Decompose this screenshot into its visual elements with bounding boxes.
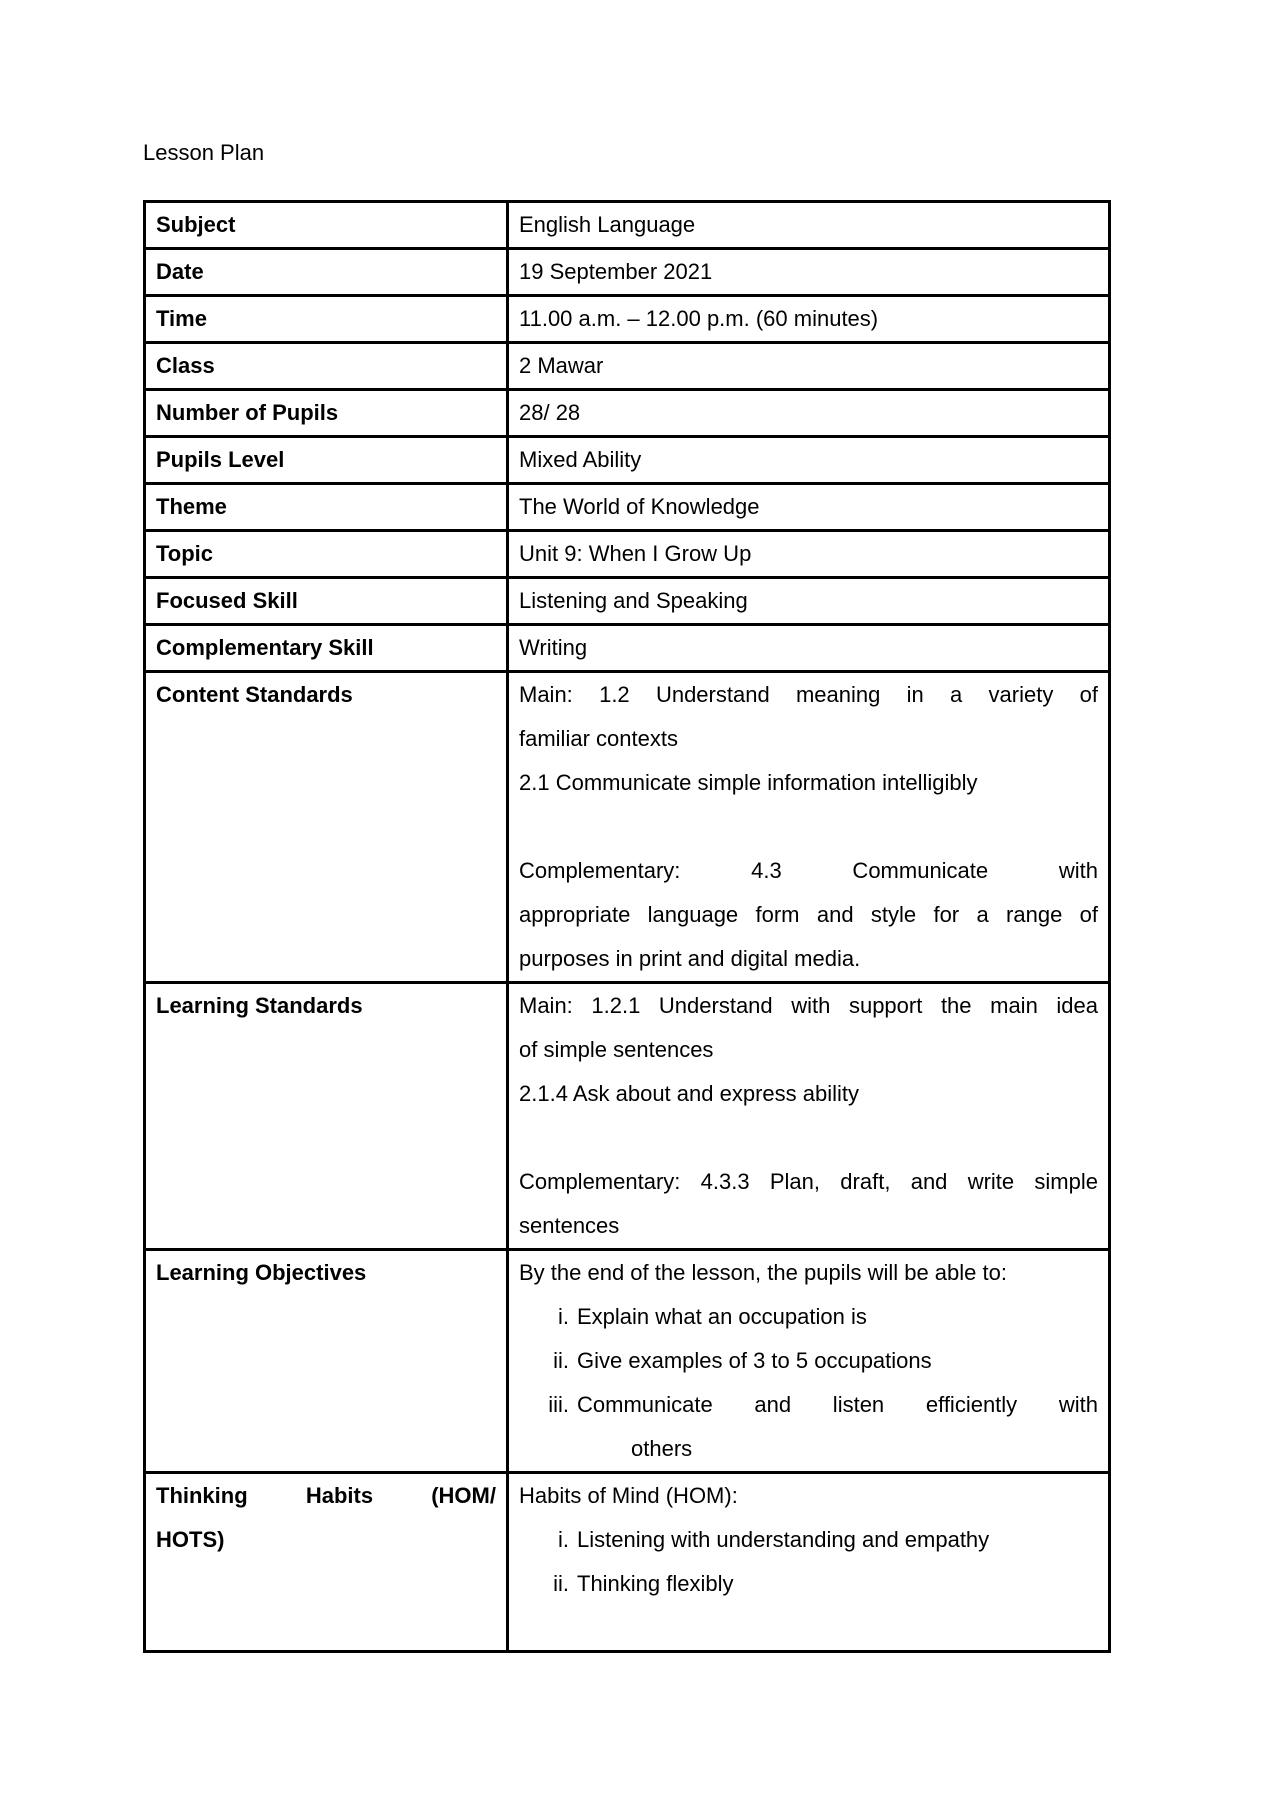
lesson-plan-table-body bbox=[145, 202, 1110, 1652]
text-line: appropriate language form and style for a range of bbox=[519, 902, 1098, 927]
text-line: Topic bbox=[156, 541, 214, 566]
page-title: Lesson Plan bbox=[143, 140, 265, 165]
text-line: Complementary: 4.3 Communicate with bbox=[519, 858, 1098, 883]
text-line: Pupils Level bbox=[156, 447, 285, 472]
value-cell-subject bbox=[508, 202, 1110, 249]
text-line: Number of Pupils bbox=[156, 400, 339, 425]
text-line: Date bbox=[156, 259, 204, 284]
text-line: Thinking Habits (HOM/ bbox=[156, 1483, 496, 1508]
list-item-line bbox=[519, 1383, 1098, 1427]
label-cell-learning-standards bbox=[145, 983, 508, 1250]
label-cell-focused-skill bbox=[145, 578, 508, 625]
text-line: Listening and Speaking bbox=[519, 588, 748, 613]
list-marker: iii. bbox=[548, 1392, 569, 1417]
list-marker: i. bbox=[558, 1304, 569, 1329]
label-cell-topic bbox=[145, 531, 508, 578]
list-item-text: Explain what an occupation is bbox=[577, 1304, 867, 1329]
text-line: Class bbox=[156, 353, 215, 378]
label-cell-class bbox=[145, 343, 508, 390]
label-cell-pupils-level bbox=[145, 437, 508, 484]
text-line: Mixed Ability bbox=[519, 447, 642, 472]
text-line: English Language bbox=[519, 212, 696, 237]
text-line: 2.1.4 Ask about and express ability bbox=[519, 1081, 859, 1106]
value-cell-learning-standards bbox=[508, 983, 1110, 1250]
value-cell-number-of-pupils bbox=[508, 390, 1110, 437]
label-cell-thinking-habits bbox=[145, 1473, 508, 1652]
value-cell-class bbox=[508, 343, 1110, 390]
text-line: The World of Knowledge bbox=[519, 494, 760, 519]
label-cell-date bbox=[145, 249, 508, 296]
label-cell-theme bbox=[145, 484, 508, 531]
text-line: Complementary Skill bbox=[156, 635, 374, 660]
label-cell-time bbox=[145, 296, 508, 343]
table-row-complementary-skill bbox=[145, 625, 1110, 672]
value-cell-time bbox=[508, 296, 1110, 343]
table-row-pupils-level bbox=[145, 437, 1110, 484]
value-cell-pupils-level bbox=[508, 437, 1110, 484]
list-item-line bbox=[519, 1562, 1098, 1606]
list-item-text: Thinking flexibly bbox=[577, 1571, 734, 1596]
text-line: 28/ 28 bbox=[519, 400, 581, 425]
table-row-theme bbox=[145, 484, 1110, 531]
text-line: Focused Skill bbox=[156, 588, 298, 613]
list-item-text: Give examples of 3 to 5 occupations bbox=[577, 1348, 932, 1373]
label-cell-complementary-skill bbox=[145, 625, 508, 672]
text-line: By the end of the lesson, the pupils will be able to: bbox=[519, 1260, 1007, 1285]
text-line: of simple sentences bbox=[519, 1037, 714, 1062]
table-row-topic bbox=[145, 531, 1110, 578]
table-row-learning-objectives bbox=[145, 1250, 1110, 1473]
text-line: Subject bbox=[156, 212, 236, 237]
blank-line bbox=[519, 1606, 1098, 1650]
label-cell-number-of-pupils bbox=[145, 390, 508, 437]
text-line: Content Standards bbox=[156, 682, 353, 707]
text-line: sentences bbox=[519, 1213, 620, 1238]
text-line: 11.00 a.m. – 12.00 p.m. (60 minutes) bbox=[519, 306, 879, 331]
list-item-line bbox=[519, 1518, 1098, 1562]
text-line: HOTS) bbox=[156, 1527, 225, 1552]
label-cell-subject bbox=[145, 202, 508, 249]
text-line: Main: 1.2.1 Understand with support the main idea bbox=[519, 993, 1098, 1018]
value-cell-learning-objectives bbox=[508, 1250, 1110, 1473]
text-line: Learning Standards bbox=[156, 993, 363, 1018]
value-cell-content-standards bbox=[508, 672, 1110, 983]
text-line: Unit 9: When I Grow Up bbox=[519, 541, 752, 566]
list-item-line bbox=[519, 1339, 1098, 1383]
list-item-text: Listening with understanding and empathy bbox=[577, 1527, 990, 1552]
list-marker: i. bbox=[558, 1527, 569, 1552]
value-cell-theme bbox=[508, 484, 1110, 531]
list-item-text: Communicate and listen efficiently with bbox=[577, 1392, 1098, 1417]
lesson-plan-table bbox=[143, 200, 1111, 1653]
value-cell-topic bbox=[508, 531, 1110, 578]
text-line: Main: 1.2 Understand meaning in a variety of bbox=[519, 682, 1098, 707]
value-cell-focused-skill bbox=[508, 578, 1110, 625]
label-cell-content-standards bbox=[145, 672, 508, 983]
blank-line bbox=[519, 1116, 1098, 1160]
text-line: 2.1 Communicate simple information intelligibly bbox=[519, 770, 978, 795]
text-line: Complementary: 4.3.3 Plan, draft, and write simple bbox=[519, 1169, 1098, 1194]
text-line: 19 September 2021 bbox=[519, 259, 713, 284]
text-line: Writing bbox=[519, 635, 588, 660]
blank-line bbox=[519, 805, 1098, 849]
table-row-time bbox=[145, 296, 1110, 343]
text-line: others bbox=[631, 1436, 693, 1461]
table-row-date bbox=[145, 249, 1110, 296]
text-line: Theme bbox=[156, 494, 227, 519]
list-marker: ii. bbox=[553, 1348, 569, 1373]
table-row-content-standards bbox=[145, 672, 1110, 983]
value-cell-complementary-skill bbox=[508, 625, 1110, 672]
table-row-subject bbox=[145, 202, 1110, 249]
table-row-number-of-pupils bbox=[145, 390, 1110, 437]
text-line: purposes in print and digital media. bbox=[519, 946, 861, 971]
table-row-class bbox=[145, 343, 1110, 390]
table-row-focused-skill bbox=[145, 578, 1110, 625]
label-cell-learning-objectives bbox=[145, 1250, 508, 1473]
text-line: Time bbox=[156, 306, 207, 331]
value-cell-date bbox=[508, 249, 1110, 296]
list-item-line bbox=[519, 1295, 1098, 1339]
text-line: Habits of Mind (HOM): bbox=[519, 1483, 738, 1508]
text-line: familiar contexts bbox=[519, 726, 678, 751]
table-row-thinking-habits bbox=[145, 1473, 1110, 1652]
value-cell-thinking-habits bbox=[508, 1473, 1110, 1652]
text-line: Learning Objectives bbox=[156, 1260, 367, 1285]
table-row-learning-standards bbox=[145, 983, 1110, 1250]
list-marker: ii. bbox=[553, 1571, 569, 1596]
text-line: 2 Mawar bbox=[519, 353, 604, 378]
